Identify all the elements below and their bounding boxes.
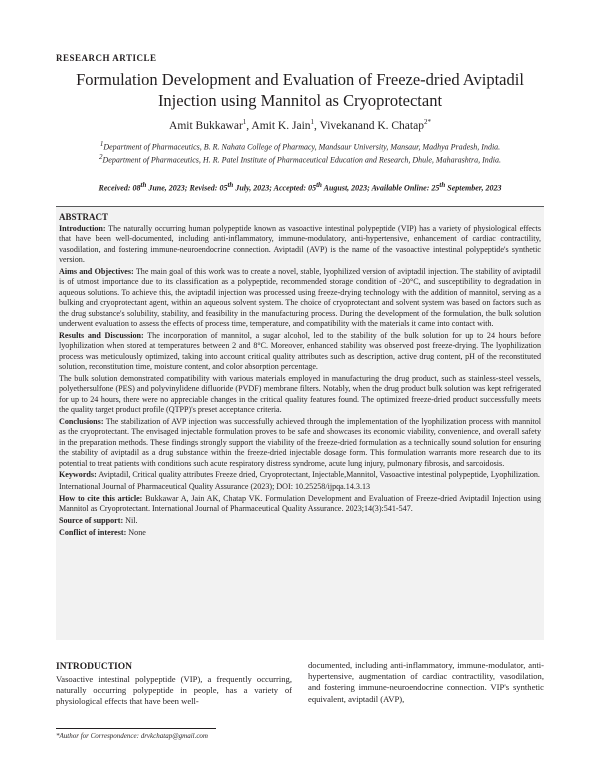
- received-label: Received:: [98, 183, 133, 193]
- affiliation-2: [56, 153, 544, 165]
- abstract-results: [59, 331, 541, 373]
- introduction-right-column: documented, including anti-inflammatory, immune-modulator, anti-hypertensive, augmentation of cardiac contractility, vasodilation, and fostering immune-neuroendocrine connection. VIP's synthetic equivalent, aviptadil (AVP),: [308, 660, 544, 704]
- section-text: The incorporation of mannitol, a sugar alcohol, led to the stability of the bulk solution for up to 24 hours before lyophilization when stored at temperatures between 2 and 8°C. Moreover, enhanced stability was observed post freeze-drying. The lyophilization process was meticulously optimized, taking into account critical quality attributes such as description, active drug content, pH of the reconstituted solution, reconstitution time, moisture content, and color absorption percentage.: [59, 330, 541, 372]
- author-affiliation-mark: 1: [242, 118, 247, 126]
- online-label: Available Online:: [371, 183, 432, 193]
- received-rest: June, 2023;: [146, 183, 190, 193]
- online-suffix: th: [439, 181, 446, 189]
- section-text: The naturally occurring human polypeptide known as vasoactive intestinal polypeptide (VIP) has a variety of physiological effects that have been well-documented, including anti-inflammatory, immune-modulatory, anti-hypertensive, enhancement of cardiac contractility, vasodilation, and fostering immune-neuroendocrine connection. Aviptadil (AVP) is the name of the vasoactive intestinal polypeptide's synthetic version.: [59, 224, 541, 265]
- abstract-box: [56, 206, 544, 640]
- article-title: Formulation Development and Evaluation of Freeze-dried Aviptadil Injection using Mannitol as Cryoprotectant: [76, 70, 524, 110]
- publication-dates: [56, 181, 544, 193]
- affiliation-text: Department of Pharmaceutics, B. R. Nahata College of Pharmacy, Mandsaur University, Mansaur, Madhya Pradesh, India.: [103, 142, 501, 152]
- abstract-conclusions: [59, 417, 541, 469]
- received-day: 08: [132, 183, 141, 193]
- revised-day: 05: [219, 183, 228, 193]
- affiliation-number: 1: [99, 140, 104, 148]
- how-to-cite: [59, 494, 541, 515]
- abstract-results-continued: The bulk solution demonstrated compatibility with various materials employed in manufacturing the drug product, such as stainless-steel vessels, polyethersulfone (PES) and polyvinylidene difluoride (PVDF) membrane filters. Notably, when the drug product bulk solution was kept refrigerated for up to 24 hours, there were no appreciable changes in the critical quality features found. The optimized freeze-dried product successfully meets the quality target product profile (QTPP)'s preset acceptance criteria.: [59, 373, 541, 415]
- accepted-label: Accepted:: [273, 183, 309, 193]
- section-label: Conclusions:: [59, 416, 104, 426]
- author-affiliation-mark: 1: [310, 118, 315, 126]
- section-label: Source of support:: [59, 516, 124, 526]
- revised-suffix: th: [227, 181, 234, 189]
- source-of-support: [59, 516, 541, 526]
- affiliation-1: [56, 140, 544, 152]
- conflict-of-interest: [59, 528, 541, 538]
- author-affiliation-mark: 2*: [423, 118, 431, 126]
- section-label: Introduction:: [59, 224, 106, 233]
- section-text: The stabilization of AVP injection was successfully achieved through the implementation of the lyophilization process with mannitol as the cryoprotectant. The envisaged injectable formulation proves to be safe and showcases its economic viability, convenience, and overall safety in the preparation methods. These findings strongly support the viability of the freeze-dried formulation as a technically sound solution for ensuring the stability of aviptadil as a drug substance within the freeze-dried injectable dosage form. This formulation warrants more research due to its potential to treat patients with conditions such acute respiratory distress syndrome, acute lung injury, pulmonary fibrosis, and sarcoidosis.: [59, 416, 541, 468]
- author-separator: ,: [314, 119, 320, 132]
- introduction-left-column: Vasoactive intestinal polypeptide (VIP), a frequently occurring, naturally occurring polypeptide in people, has a variety of physiological effects that have been well-: [56, 674, 292, 707]
- affiliation-number: 2: [98, 153, 103, 161]
- author-list: [56, 118, 544, 132]
- online-day: 25: [431, 183, 440, 193]
- affiliation-text: Department of Pharmaceutics, H. R. Patel Institute of Pharmaceutical Education and Research, Dhule, Maharashtra, India.: [102, 155, 502, 165]
- author-separator: ,: [246, 119, 252, 132]
- abstract-keywords: [59, 470, 541, 480]
- section-label: Keywords:: [59, 470, 97, 480]
- article-type-label: RESEARCH ARTICLE: [56, 53, 157, 63]
- abstract-introduction: [59, 224, 541, 266]
- section-text: Bukkawar A, Jain AK, Chatap VK. Formulation Development and Evaluation of Freeze-dried Aviptadil Injection using Mannitol as Cryoprotectant. International Journal of Pharmaceutical Quality Assurance. 2023;14(3):541-547.: [59, 493, 542, 514]
- accepted-rest: August, 2023;: [321, 183, 372, 193]
- revised-label: Revised:: [189, 183, 220, 193]
- section-text: Nil.: [123, 516, 138, 526]
- author-name: Amit Bukkawar: [169, 119, 243, 132]
- section-text: None: [126, 527, 146, 537]
- abstract-aims: [59, 267, 541, 329]
- abstract-body: [59, 224, 541, 538]
- author-name: Vivekanand K. Chatap: [319, 119, 424, 132]
- footnote-divider: [56, 728, 216, 729]
- online-rest: September, 2023: [445, 183, 502, 193]
- section-label: How to cite this article:: [59, 493, 143, 503]
- correspondence-footnote: *Author for Correspondence: drvkchatap@gmail.com: [56, 732, 208, 740]
- section-label: Results and Discussion:: [59, 330, 144, 340]
- revised-rest: July, 2023;: [233, 183, 274, 193]
- received-suffix: th: [140, 181, 147, 189]
- abstract-heading: ABSTRACT: [59, 212, 109, 222]
- section-text: The main goal of this work was to create a novel, stable, lyophilized version of aviptadil injection. The stability of aviptadil is of utmost importance due to its classification as a polypeptide, recommended storage condition of -20°C, and susceptibility to degradation in aqueous solutions. To achieve this, the aviptadil injection was processed using freeze-drying technology with the addition of mannitol, serving as a bulking and cryoprotectant agent, within an aqueous solvent system. The choice of cryoprotectant and solvent system was based on factors such as the drug substance's solubility, stability, and feasibility in the manufacturing process. During the development of the formulation, the bulk solution underwent evaluation to assess the effects of process time, temperature, and compatibility with the materials it came into contact with.: [59, 267, 542, 329]
- journal-doi-line: International Journal of Pharmaceutical Quality Assurance (2023); DOI: 10.25258/ijpqa.14.3.13: [59, 482, 371, 492]
- accepted-suffix: th: [316, 181, 322, 189]
- section-text: Aviptadil, Critical quality attributes Freeze dried, Cryoprotectant, Injectable,Mannitol, Vasoactive intestinal polypeptide, Lyophilization.: [96, 470, 540, 480]
- section-label: Conflict of interest:: [59, 527, 127, 537]
- section-label: Aims and Objectives:: [59, 267, 134, 277]
- introduction-heading: INTRODUCTION: [56, 662, 133, 672]
- author-name: Amit K. Jain: [251, 119, 311, 132]
- accepted-day: 05: [308, 183, 317, 193]
